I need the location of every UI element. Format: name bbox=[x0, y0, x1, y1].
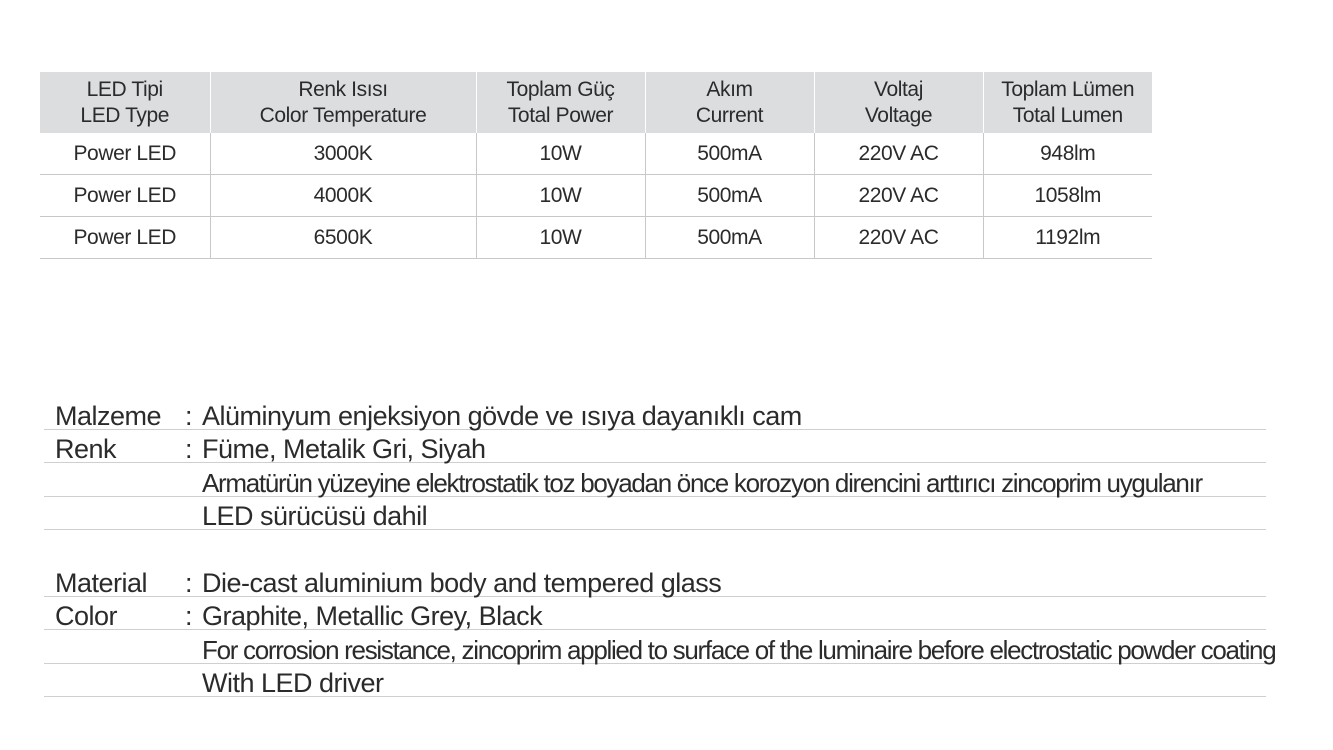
driver-note-tr: LED sürücüsü dahil bbox=[202, 501, 428, 531]
color-row-tr bbox=[44, 430, 1266, 464]
cell-current: 500mA bbox=[645, 217, 814, 259]
cell-total-power: 10W bbox=[476, 217, 645, 259]
color-value-tr: Füme, Metalik Gri, Siyah bbox=[202, 434, 486, 464]
cell-voltage: 220V AC bbox=[814, 217, 983, 259]
cell-color-temperature: 6500K bbox=[210, 217, 476, 259]
header-total-lumen: Toplam Lümen Total Lumen bbox=[983, 72, 1152, 133]
cell-led-type: Power LED bbox=[40, 175, 210, 217]
material-label-tr: Malzeme bbox=[55, 400, 162, 431]
driver-row-en bbox=[44, 664, 1266, 698]
color-row-en bbox=[44, 597, 1266, 631]
cell-voltage: 220V AC bbox=[814, 175, 983, 217]
material-label-en: Material bbox=[55, 567, 148, 598]
material-row-tr bbox=[44, 396, 1266, 430]
separator: : bbox=[185, 601, 193, 631]
separator: : bbox=[185, 434, 193, 464]
header-color-temperature: Renk Isısı Color Temperature bbox=[210, 72, 476, 133]
separator: : bbox=[185, 567, 193, 598]
material-value-tr: Alüminyum enjeksiyon gövde ve ısıya dayanıklı cam bbox=[202, 400, 802, 431]
table-row bbox=[40, 175, 1152, 217]
header-current: Akım Current bbox=[645, 72, 814, 133]
coating-note-tr: Armatürün yüzeyine elektrostatik toz boyadan önce korozyon direncini arttırıcı zincoprim uygulanır bbox=[202, 467, 1202, 498]
color-label-tr: Renk bbox=[55, 434, 117, 464]
material-value-en: Die-cast aluminium body and tempered glass bbox=[202, 567, 722, 598]
header-led-type: LED Tipi LED Type bbox=[40, 72, 210, 133]
cell-current: 500mA bbox=[645, 133, 814, 175]
spec-table bbox=[40, 72, 1152, 259]
color-label-en: Color bbox=[55, 601, 118, 631]
cell-led-type: Power LED bbox=[40, 133, 210, 175]
note-row-tr bbox=[44, 463, 1266, 497]
header-voltage: Voltaj Voltage bbox=[814, 72, 983, 133]
description-english bbox=[44, 563, 1276, 698]
cell-led-type: Power LED bbox=[40, 217, 210, 259]
cell-total-lumen: 948lm bbox=[983, 133, 1152, 175]
separator: : bbox=[185, 400, 193, 431]
coating-note-en: For corrosion resistance, zincoprim applied to surface of the luminaire before electrostatic powder coating bbox=[202, 634, 1276, 665]
cell-total-power: 10W bbox=[476, 175, 645, 217]
cell-total-power: 10W bbox=[476, 133, 645, 175]
material-row-en bbox=[44, 563, 1266, 597]
color-value-en: Graphite, Metallic Grey, Black bbox=[202, 601, 543, 631]
cell-voltage: 220V AC bbox=[814, 133, 983, 175]
cell-current: 500mA bbox=[645, 175, 814, 217]
table-row bbox=[40, 217, 1152, 259]
cell-total-lumen: 1058lm bbox=[983, 175, 1152, 217]
spec-table-header-row bbox=[40, 72, 1152, 133]
note-row-en bbox=[44, 630, 1276, 665]
driver-row-tr bbox=[44, 497, 1266, 531]
header-total-power: Toplam Güç Total Power bbox=[476, 72, 645, 133]
description-turkish bbox=[44, 396, 1266, 530]
cell-color-temperature: 4000K bbox=[210, 175, 476, 217]
driver-note-en: With LED driver bbox=[202, 668, 384, 698]
cell-color-temperature: 3000K bbox=[210, 133, 476, 175]
cell-total-lumen: 1192lm bbox=[983, 217, 1152, 259]
table-row bbox=[40, 133, 1152, 175]
